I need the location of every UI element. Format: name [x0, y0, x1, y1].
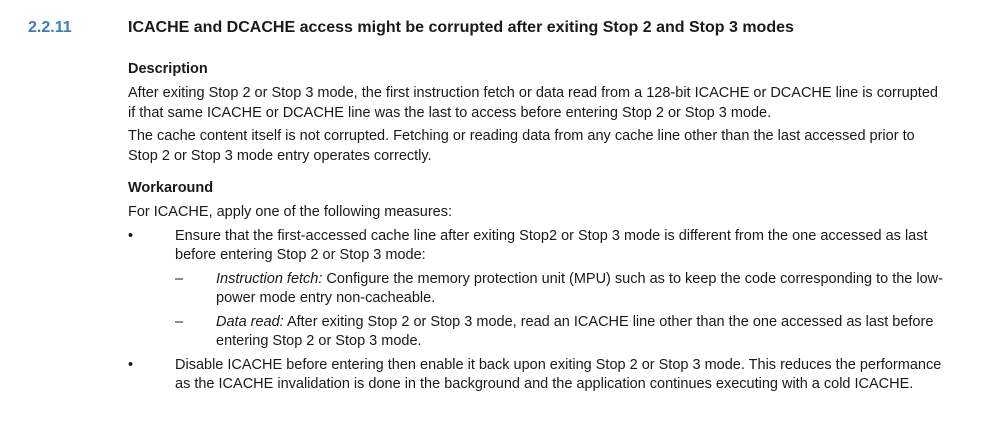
- sub-item-text: [216, 313, 948, 352]
- sub-item-body: Configure the memory protection unit (MPU) such as to keep the code corresponding to the low-power mode entry non-cacheable.: [216, 270, 943, 306]
- section-number: 2.2.11: [28, 19, 72, 36]
- bullet-item: [128, 356, 948, 395]
- sub-item: [128, 313, 948, 352]
- bullet-text: Ensure that the first-accessed cache line after exiting Stop2 or Stop 3 mode is different from the one accessed as last before entering Stop 2 or Stop 3 mode:: [175, 227, 928, 263]
- section-body: [128, 59, 948, 395]
- bullet-item: [128, 227, 948, 266]
- sub-item-body: After exiting Stop 2 or Stop 3 mode, read an ICACHE line other than the one accessed as last before entering Stop 2 or Stop 3 mode.: [216, 313, 934, 349]
- bullet-text: Disable ICACHE before entering then enable it back upon exiting Stop 2 or Stop 3 mode. This reduces the performance as the ICACHE invalidation is done in the background and the application continues executing with a cold ICACHE.: [175, 356, 942, 392]
- description-paragraph-2: The cache content itself is not corrupted. Fetching or reading data from any cache line other than the last accessed prior to Stop 2 or Stop 3 mode entry operates correctly.: [128, 128, 915, 164]
- workaround-heading: Workaround: [128, 180, 214, 196]
- sub-item-lead: Instruction fetch:: [216, 270, 323, 287]
- sub-item: [128, 270, 948, 309]
- bullet-mark: •: [128, 356, 134, 373]
- sub-item-lead: Data read:: [216, 313, 284, 330]
- section-title: ICACHE and DCACHE access might be corrupted after exiting Stop 2 and Stop 3 modes: [128, 19, 794, 36]
- workaround-intro: For ICACHE, apply one of the following measures:: [128, 204, 452, 220]
- bullet-mark: •: [128, 227, 134, 244]
- dash-mark: –: [175, 270, 184, 287]
- dash-mark: –: [175, 313, 184, 330]
- description-heading: Description: [128, 61, 208, 77]
- sub-item-text: [216, 270, 948, 309]
- description-paragraph-1: After exiting Stop 2 or Stop 3 mode, the first instruction fetch or data read from a 128-bit ICACHE or DCACHE line is corrupted if that same ICACHE or DCACHE line was the last to access before entering Stop 2 or Stop 3 mode.: [128, 85, 938, 121]
